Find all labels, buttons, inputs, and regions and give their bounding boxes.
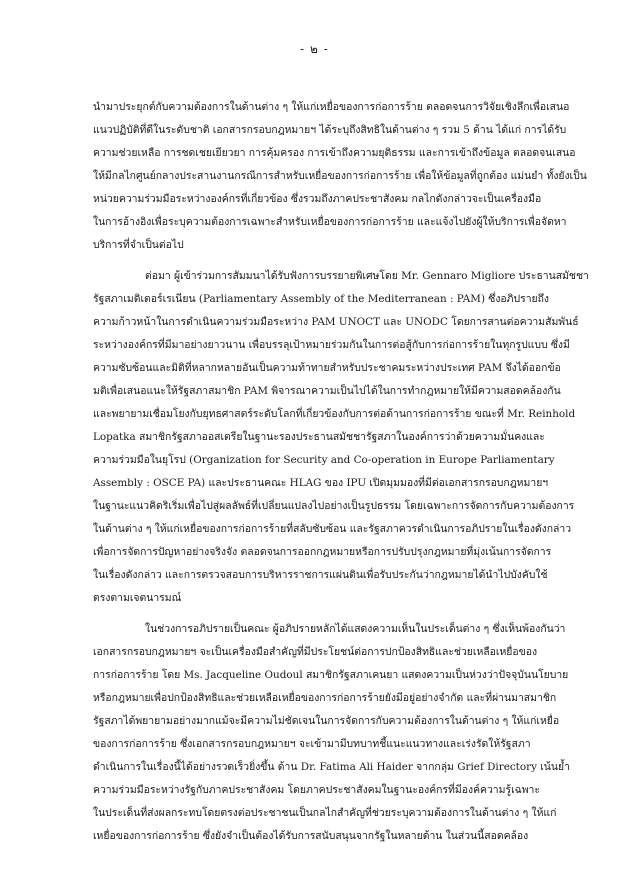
body-text	[93, 96, 589, 856]
text-line: ของการก่อการร้าย ซึ่งเอกสารกรอบกฎหมายฯ จะเข้ามามีบทบาทชี้แนะแนวทางและเร่งรัดให้รัฐสภา	[93, 738, 531, 750]
text-line: ดำเนินการในเรื่องนี้ได้อย่างรวดเร็วยิ่งขึ้น ด้าน Dr. Fatima Ali Haider จากกลุ่ม Grief Directory เน้นย้ำ	[93, 761, 570, 773]
text-line: ต่อมา ผู้เข้าร่วมการสัมมนาได้รับฟังการบรรยายพิเศษโดย Mr. Gennaro Migliore ประธานสมัชชา	[145, 270, 589, 282]
text-line: ในด้านต่าง ๆ ให้แก่เหยื่อของการก่อการร้ายที่สลับซับซ้อน และรัฐสภาควรดำเนินการอภิปรายในเรื่องดังกล่าว	[93, 523, 572, 535]
text-line: หน่วยความร่วมมือระหว่างองค์กรที่เกี่ยวข้อง ซึ่งรวมถึงภาคประชาสังคม กลไกดังกล่าวจะเป็นเครื่องมือ	[93, 193, 542, 205]
text-line: รัฐสภาได้พยายามอย่างมากแม้จะมีความไม่ชัดเจนในการจัดการกับความต้องการในด้านต่าง ๆ ให้แก่เหยื่อ	[93, 715, 560, 727]
text-line: Lopatka สมาชิกรัฐสภาออสเตรียในฐานะรองประธานสมัชชารัฐสภาในองค์การว่าด้วยความมั่นคงและ	[93, 431, 545, 443]
text-line: หรือกฎหมายเพื่อปกป้องสิทธิและช่วยเหลือเหยื่อของการก่อการร้ายยังมีอยู่อย่างจำกัด และที่ผ่านมาสมาชิก	[93, 692, 557, 704]
page-number: - ๒ -	[300, 42, 329, 56]
paragraph-2	[93, 265, 589, 610]
text-line: ระหว่างองค์กรที่มีมาอย่างยาวนาน เพื่อบรรลุเป้าหมายร่วมกันในการต่อสู้กับการก่อการร้ายในทุกรูปแบบ ซึ่งมี	[93, 339, 570, 351]
text-line: เพื่อการจัดการปัญหาอย่างจริงจัง ตลอดจนการออกกฎหมายหรือการปรับปรุงกฎหมายที่มุ่งเน้นการจัดการ	[93, 546, 552, 558]
text-line: ในประเด็นที่ส่งผลกระทบโดยตรงต่อประชาชนเป็นกลไกสำคัญที่ช่วยระบุความต้องการในด้านต่าง ๆ ให้แก่	[93, 807, 557, 819]
text-line: ตรงตามเจตนารมณ์	[93, 592, 182, 604]
text-line: ความซับซ้อนและมิติที่หลากหลายอันเป็นความท้าทายสำหรับประชาคมระหว่างประเทศ PAM จึงได้ออกข้อ	[93, 362, 561, 374]
text-line: ความช่วยเหลือ การชดเชยเยียวยา การคุ้มครอง การเข้าถึงความยุติธรรม และการเข้าถึงข้อมูล ตลอดจนเสนอ	[93, 147, 576, 159]
text-line: การก่อการร้าย โดย Ms. Jacqueline Oudoul สมาชิกรัฐสภาเคนยา แสดงความเป็นห่วงว่าปัจจุบันนโยบาย	[93, 669, 569, 681]
text-line: ในเรื่องดังกล่าว และการตรวจสอบการบริหารราชการแผ่นดินเพื่อรับประกันว่ากฎหมายได้นำไปบังคับใช้	[93, 569, 548, 581]
text-line: บริการที่จำเป็นต่อไป	[93, 239, 184, 251]
text-line: ให้มีกลไกศูนย์กลางประสานงานกรณีการสำหรับเหยื่อของการก่อการร้าย เพื่อให้ข้อมูลที่ถูกต้อง แม่นยำ ทั้งยังเป็น	[93, 170, 587, 182]
text-line: ความก้าวหน้าในการดำเนินความร่วมมือระหว่าง PAM UNOCT และ UNODC โดยการสานต่อความสัมพันธ์	[93, 316, 579, 328]
paragraph-3	[93, 618, 570, 848]
text-line: เอกสารกรอบกฎหมายฯ จะเป็นเครื่องมือสำคัญที่มีประโยชน์ต่อการปกป้องสิทธิและช่วยเหลือเหยื่อของ	[93, 646, 538, 658]
text-line: Assembly : OSCE PA) และประธานคณะ HLAG ของ IPU เปิดมุมมองที่มีต่อเอกสารกรอบกฎหมายฯ	[93, 477, 549, 489]
text-line: มติเพื่อเสนอแนะให้รัฐสภาสมาชิก PAM พิจารณาความเป็นไปได้ในการทำกฎหมายให้มีความสอดคล้องกัน	[93, 385, 561, 397]
text-line: เหยื่อของการก่อการร้าย ซึ่งยังจำเป็นต้องได้รับการสนับสนุนจากรัฐในหลายด้าน ในส่วนนี้สอดคล้อง	[93, 830, 529, 842]
text-line: นำมาประยุกต์กับความต้องการในด้านต่าง ๆ ให้แก่เหยื่อของการก่อการร้าย ตลอดจนการวิจัยเชิงลึกเพื่อเสนอ	[93, 101, 570, 113]
text-line: ในการอ้างอิงเพื่อระบุความต้องการเฉพาะสำหรับเหยื่อของการก่อการร้าย และแจ้งไปยังผู้ให้บริการเพื่อจัดหา	[93, 216, 567, 228]
paragraph-1	[93, 96, 587, 257]
text-line: ในช่วงการอภิปรายเป็นคณะ ผู้อภิปรายหลักได้แสดงความเห็นในประเด็นต่าง ๆ ซึ่งเห็นพ้องกันว่า	[145, 623, 566, 635]
text-line: ในฐานะแนวคิดริเริ่มเพื่อไปสู่ผลลัพธ์ที่เปลี่ยนแปลงไปอย่างเป็นรูปธรรม โดยเฉพาะการจัดการกับความต้องการ	[93, 500, 575, 512]
text-line: ความร่วมมือในยุโรป (Organization for Security and Co-operation in Europe Parliamentary	[93, 454, 555, 466]
text-line: แนวปฏิบัติที่ดีในระดับชาติ เอกสารกรอบกฎหมายฯ ได้ระบุถึงสิทธิในด้านต่าง ๆ รวม 5 ด้าน ได้แก่ การได้รับ	[93, 124, 567, 136]
text-line: ความร่วมมือระหว่างรัฐกับภาคประชาสังคม โดยภาคประชาสังคมในฐานะองค์กรที่มีองค์ความรู้เฉพาะ	[93, 784, 540, 796]
text-line: รัฐสภาเมดิเตอร์เรเนียน (Parliamentary Assembly of the Mediterranean : PAM) ซึ่งอภิปรายถึง	[93, 293, 549, 305]
text-line: และพยายามเชื่อมโยงกับยุทธศาสตร์ระดับโลกที่เกี่ยวข้องกับการต่อต้านการก่อการร้าย ขณะที่ Mr. Reinhold	[93, 408, 576, 420]
